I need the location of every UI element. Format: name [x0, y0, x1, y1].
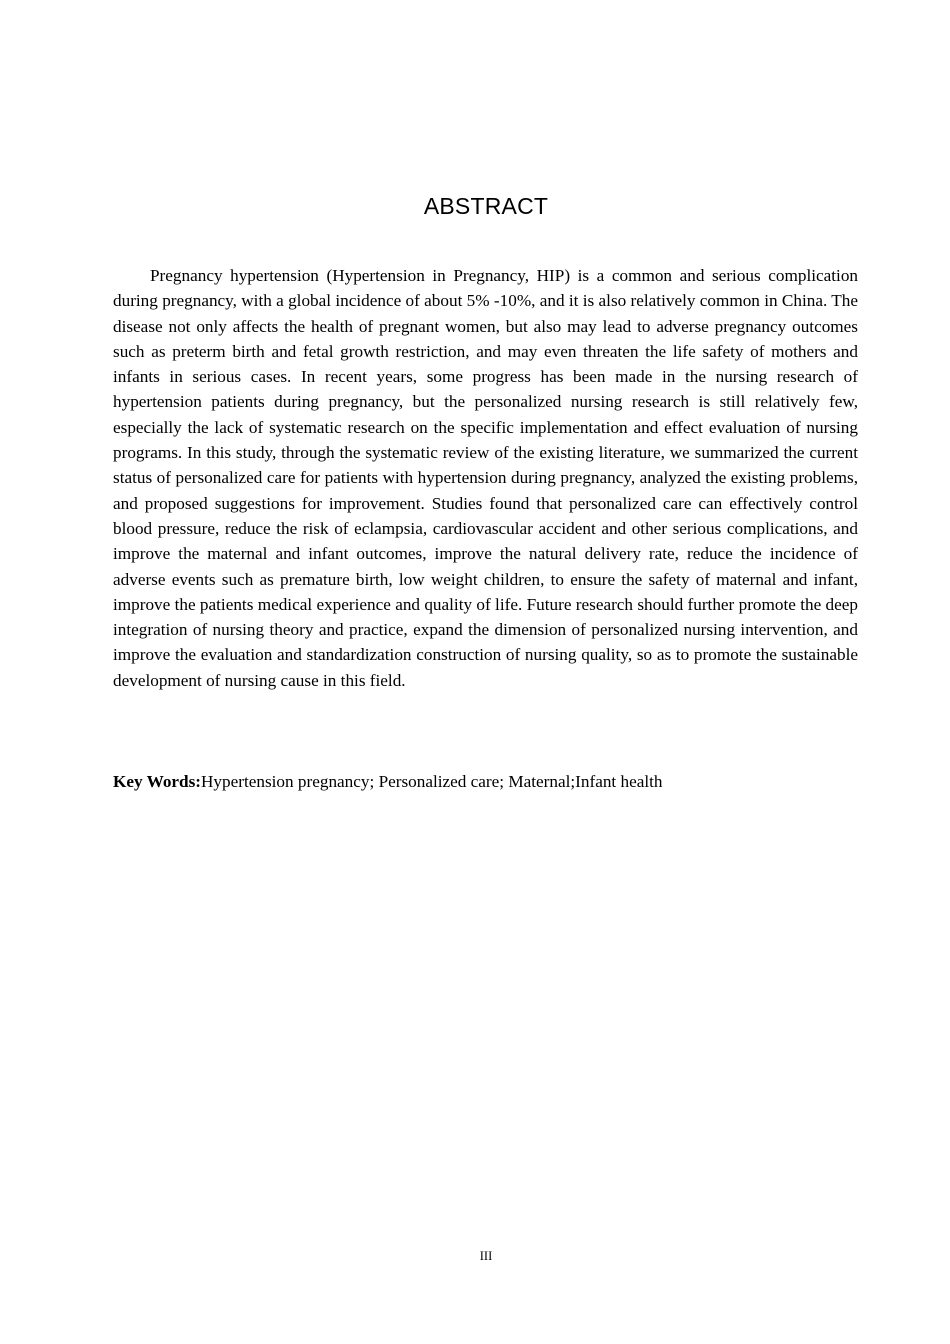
keywords-value: Hypertension pregnancy; Personalized care; Maternal;Infant health — [201, 772, 663, 791]
abstract-title: ABSTRACT — [423, 193, 549, 219]
keywords-line — [113, 769, 858, 794]
page-number: III — [479, 1249, 493, 1263]
keywords-label: Key Words: — [113, 772, 202, 791]
abstract-body-text: Pregnancy hypertension (Hypertension in Pregnancy, HIP) is a common and serious complication during pregnancy, with a global incidence of about 5% -10%, and it is also relatively common in China. The disease not only affects the health of pregnant women, but also may lead to adverse pregnancy outcomes such as preterm birth and fetal growth restriction, and may even threaten the life safety of mothers and infants in serious cases. In recent years, some progress has been made in the nursing research of hypertension patients during pregnancy, but the personalized nursing research is still relatively few, especially the lack of systematic research on the specific implementation and effect evaluation of nursing programs. In this study, through the systematic review of the existing literature, we summarized the current status of personalized care for patients with hypertension during pregnancy, analyzed the existing problems, and proposed suggestions for improvement. Studies found that personalized care can effectively control blood pressure, reduce the risk of eclampsia, cardiovascular accident and other serious complications, and improve the maternal and infant outcomes, improve the natural delivery rate, reduce the incidence of adverse events such as premature birth, low weight children, to ensure the safety of maternal and infant, improve the patients medical experience and quality of life. Future research should further promote the deep integration of nursing theory and practice, expand the dimension of personalized nursing intervention, and improve the evaluation and standardization construction of nursing quality, so as to promote the sustainable development of nursing cause in this field. — [113, 266, 858, 690]
